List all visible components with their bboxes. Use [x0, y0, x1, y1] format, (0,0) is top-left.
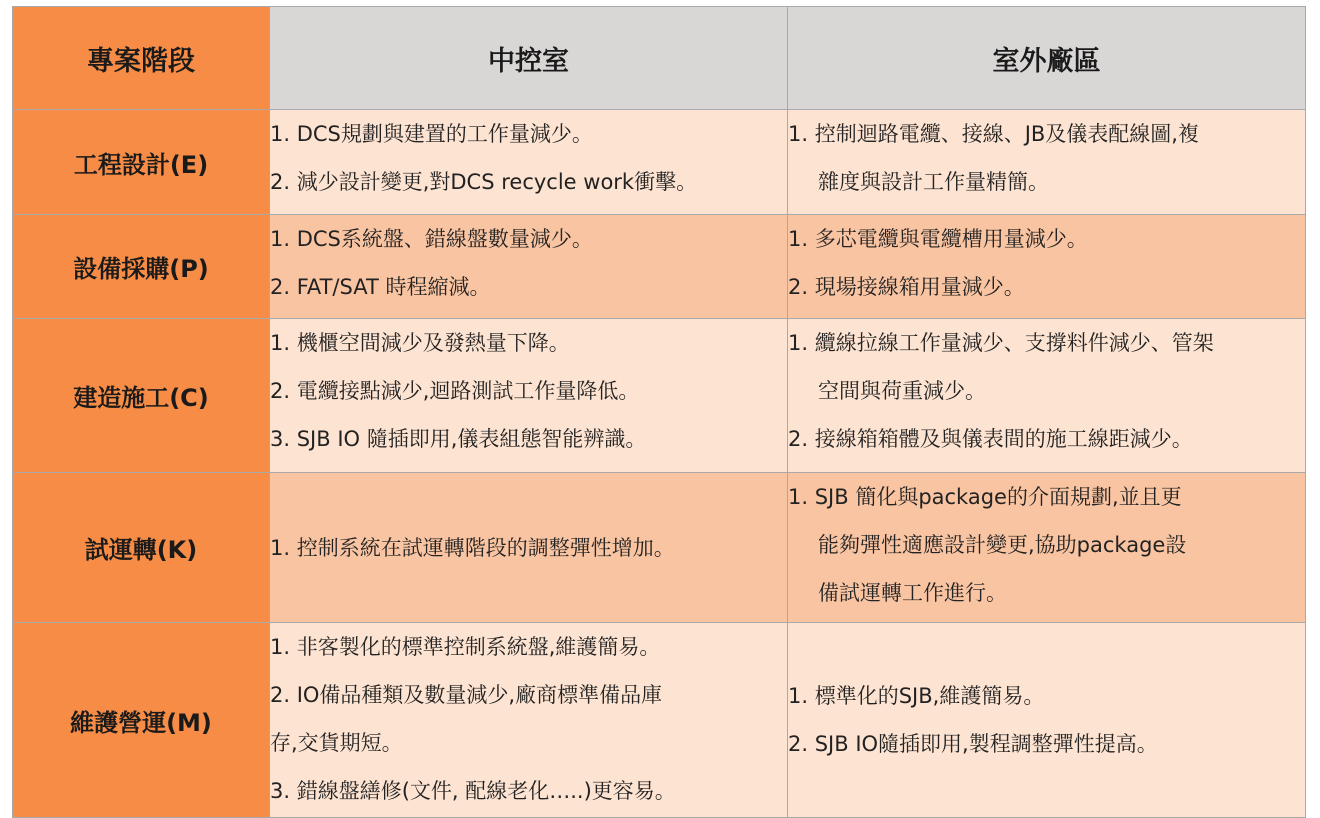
- list-item: 1. 機櫃空間減少及發熱量下降。: [270, 331, 570, 355]
- control-room-cell: [270, 215, 788, 319]
- field-cell: [788, 319, 1306, 473]
- field-cell: [788, 473, 1306, 623]
- table-row: [13, 110, 1306, 215]
- control-room-cell: [270, 473, 788, 623]
- list-item: 2. 電纜接點減少,迴路測試工作量降低。: [270, 379, 640, 403]
- header-control-room: 中控室: [270, 7, 788, 110]
- list-item: 1. 多芯電纜與電纜槽用量減少。: [788, 227, 1088, 251]
- list-item-continuation: 存,交貨期短。: [270, 731, 403, 755]
- list-item: 1. 標準化的SJB,維護簡易。: [788, 684, 1045, 708]
- list-item: 2. 接線箱箱體及與儀表間的施工線距減少。: [788, 427, 1193, 451]
- list-item: 2. IO備品種類及數量減少,廠商標準備品庫: [270, 683, 663, 707]
- list-item: 3. SJB IO 隨插即用,儀表組態智能辨識。: [270, 427, 647, 451]
- list-item-continuation: 雜度與設計工作量精簡。: [818, 170, 1049, 194]
- table-row: [13, 623, 1306, 818]
- list-item-continuation: 備試運轉工作進行。: [818, 581, 1007, 605]
- field-cell: [788, 110, 1306, 215]
- list-item-continuation: 空間與荷重減少。: [818, 379, 986, 403]
- list-item: 3. 錯線盤繕修(文件, 配線老化…..)更容易。: [270, 779, 676, 803]
- header-row: [13, 7, 1306, 110]
- control-room-cell: [270, 110, 788, 215]
- field-cell: [788, 623, 1306, 818]
- table-row: [13, 215, 1306, 319]
- table-row: [13, 319, 1306, 473]
- list-item: 1. SJB 簡化與package的介面規劃,並且更: [788, 485, 1182, 509]
- phase-cell: 維護營運(M): [13, 623, 270, 818]
- list-item: 1. DCS規劃與建置的工作量減少。: [270, 122, 593, 146]
- control-room-cell: [270, 319, 788, 473]
- list-item: 2. 減少設計變更,對DCS recycle work衝擊。: [270, 170, 698, 194]
- phase-cell: 試運轉(K): [13, 473, 270, 623]
- list-item: 1. 控制迴路電纜、接線、JB及儀表配線圖,複: [788, 122, 1199, 146]
- list-item-continuation: 能夠彈性適應設計變更,協助package設: [818, 533, 1187, 557]
- list-item: 2. FAT/SAT 時程縮減。: [270, 275, 491, 299]
- list-item: 1. 控制系統在試運轉階段的調整彈性增加。: [270, 535, 675, 560]
- list-item: 1. DCS系統盤、錯線盤數量減少。: [270, 227, 593, 251]
- list-item: 1. 纜線拉線工作量減少、支撐料件減少、管架: [788, 331, 1214, 355]
- phase-cell: 設備採購(P): [13, 215, 270, 319]
- control-room-cell: [270, 623, 788, 818]
- phase-cell: 建造施工(C): [13, 319, 270, 473]
- header-field: 室外廠區: [788, 7, 1306, 110]
- header-phase: 專案階段: [13, 7, 270, 110]
- list-item: 1. 非客製化的標準控制系統盤,維護簡易。: [270, 635, 661, 659]
- comparison-table: [12, 6, 1306, 818]
- phase-cell: 工程設計(E): [13, 110, 270, 215]
- list-item: 2. 現場接線箱用量減少。: [788, 275, 1025, 299]
- list-item: 2. SJB IO隨插即用,製程調整彈性提高。: [788, 732, 1158, 756]
- field-cell: [788, 215, 1306, 319]
- table-row: [13, 473, 1306, 623]
